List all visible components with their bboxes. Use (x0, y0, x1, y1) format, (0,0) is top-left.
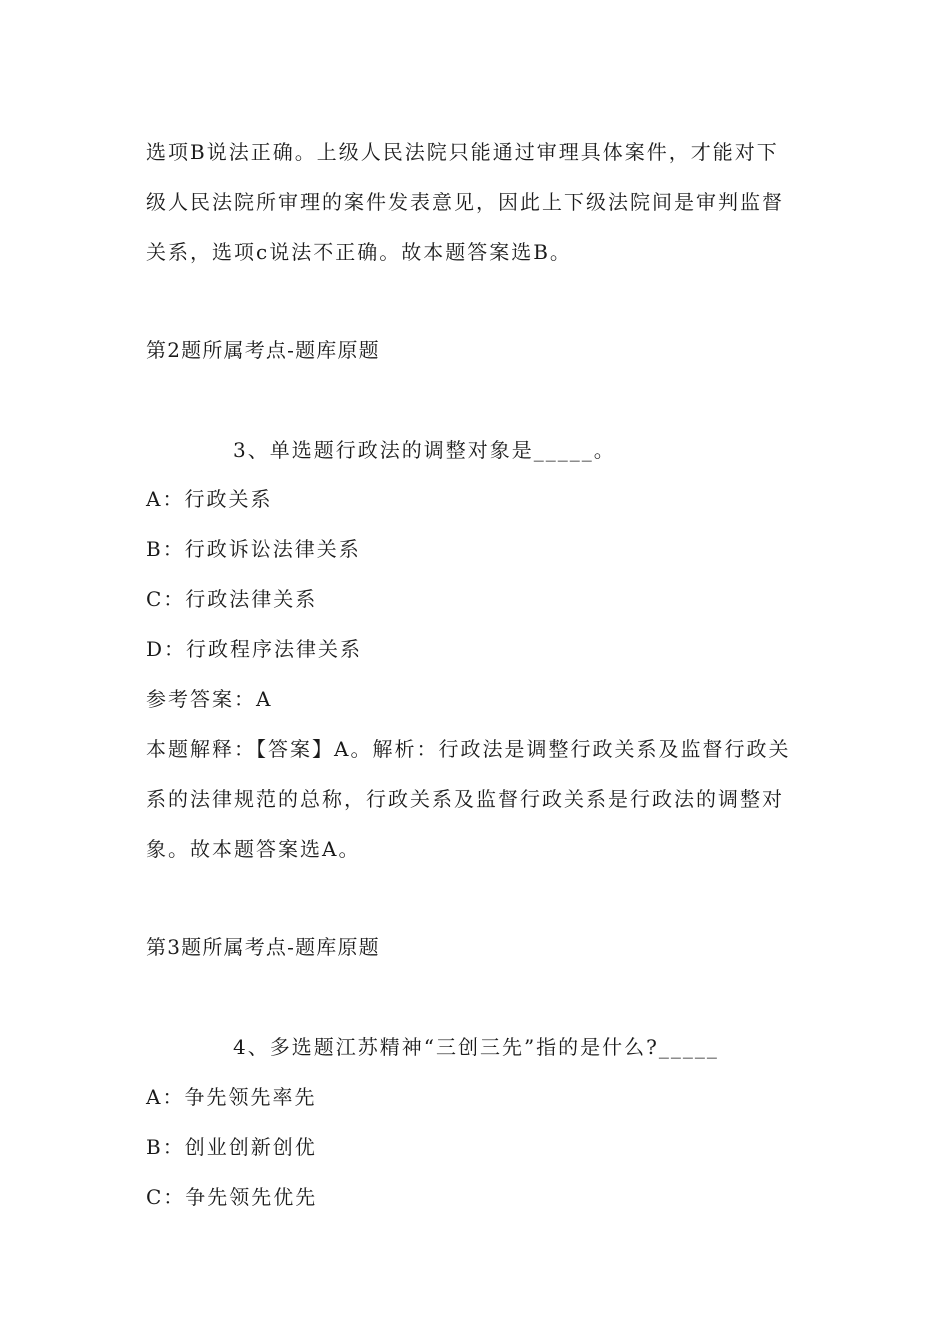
question-3-option-a: A：行政关系 (146, 487, 273, 511)
question-3-explanation-line: 象。故本题答案选A。 (146, 837, 361, 861)
explanation-line: 选项B说法正确。上级人民法院只能通过审理具体案件，才能对下 (146, 140, 779, 164)
question-3-explanation-line: 系的法律规范的总称，行政关系及监督行政关系是行政法的调整对 (146, 787, 784, 811)
knowledge-point-2: 第2题所属考点-题库原题 (146, 338, 380, 362)
question-4-stem: 4、多选题江苏精神“三创三先”指的是什么?_____ (233, 1035, 719, 1059)
knowledge-point-3: 第3题所属考点-题库原题 (146, 935, 380, 959)
explanation-line: 关系，选项c说法不正确。故本题答案选B。 (146, 240, 572, 264)
question-3-option-d: D：行政程序法律关系 (146, 637, 363, 661)
question-3-answer: 参考答案：A (146, 687, 273, 711)
question-3-option-b: B：行政诉讼法律关系 (146, 537, 361, 561)
question-3-explanation-line: 本题解释：【答案】A。解析：行政法是调整行政关系及监督行政关 (146, 737, 791, 761)
explanation-line: 级人民法院所审理的案件发表意见，因此上下级法院间是审判监督 (146, 190, 784, 214)
question-3-stem: 3、单选题行政法的调整对象是_____。 (233, 438, 616, 462)
question-4-option-c: C：争先领先优先 (146, 1185, 318, 1209)
question-4-option-b: B：创业创新创优 (146, 1135, 317, 1159)
question-3-option-c: C：行政法律关系 (146, 587, 318, 611)
question-4-option-a: A：争先领先率先 (146, 1085, 317, 1109)
